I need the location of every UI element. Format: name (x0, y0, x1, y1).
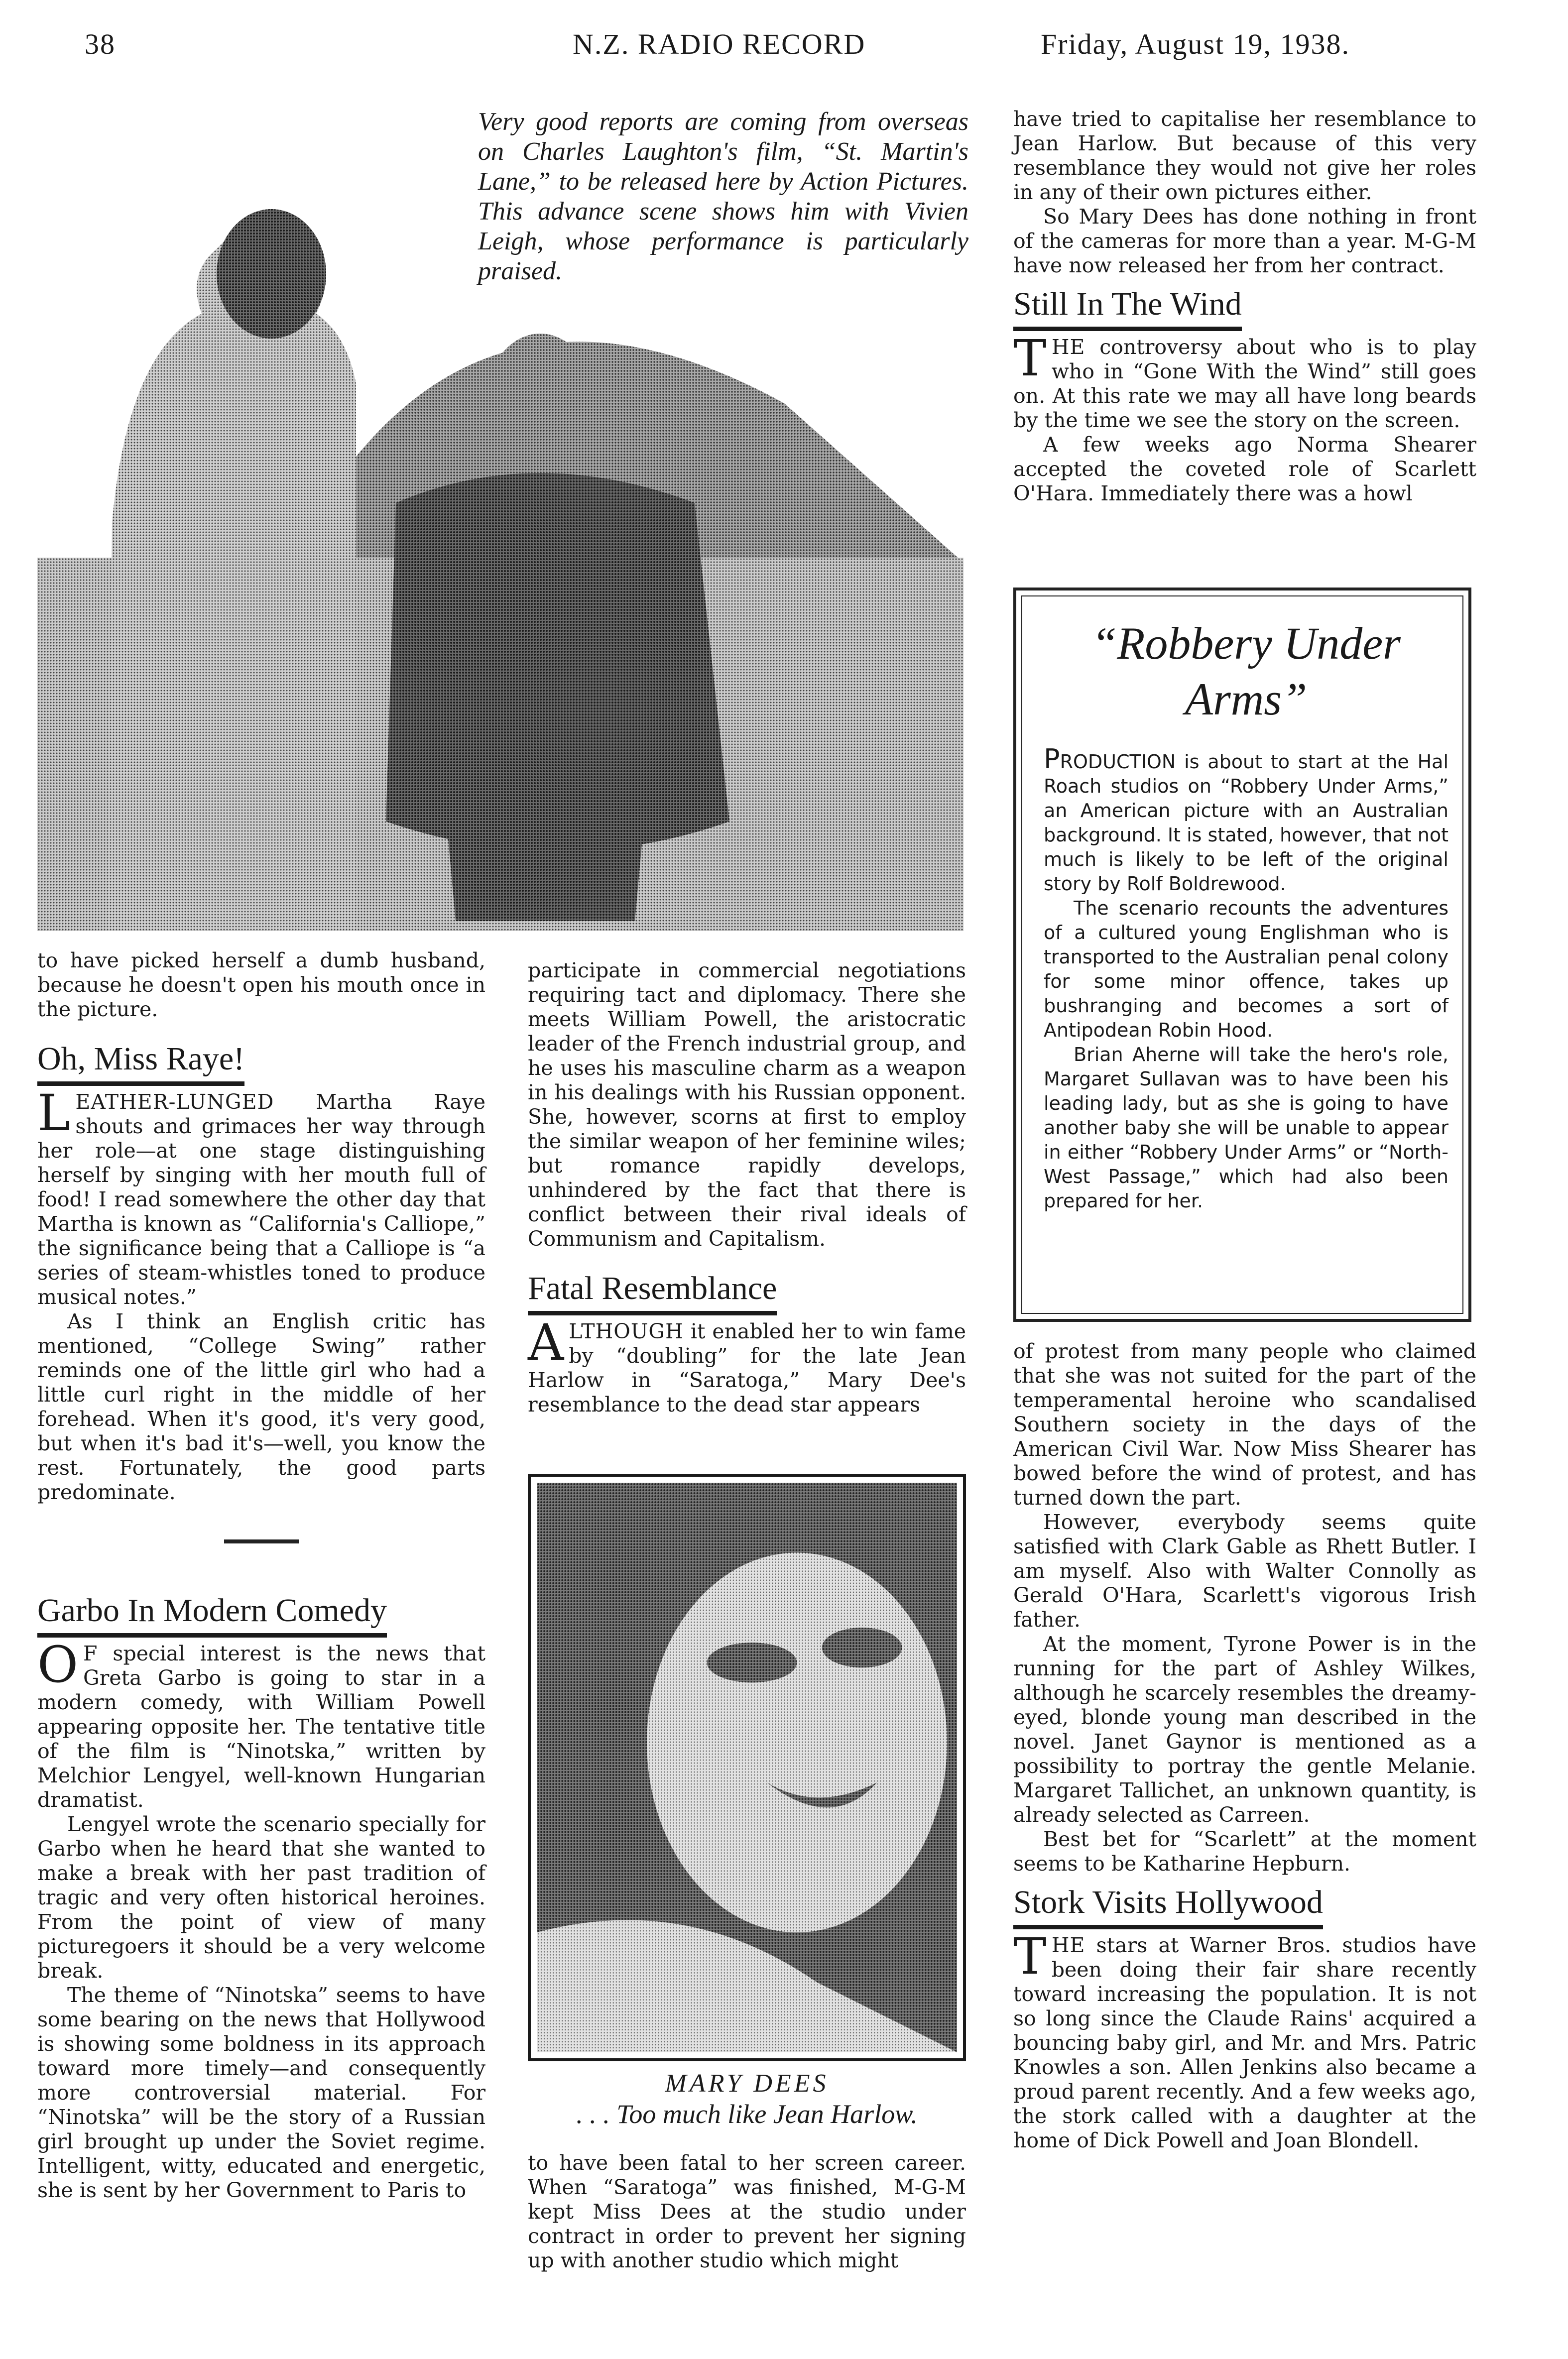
continued-text: have tried to capitalise her resemblance to Jean Harlow. But because of this very resemblance they would not give her roles in any of their own pictures either. (1013, 107, 1476, 204)
article-paragraph: However, everybody seems quite satisfied with Clark Gable as Rhett Butler. I am myself. Also with Walter Connolly as Gerald O'Hara, Scarlett's vigorous Irish father. (1013, 1510, 1476, 1632)
heading-garbo: Garbo In Modern Comedy (37, 1591, 387, 1638)
dropcap: L (37, 1084, 71, 1142)
photo-caption-name: MARY DEES (665, 2069, 829, 2098)
continued-text: to have picked herself a dumb husband, because he doesn't open his mouth once in the picture. (37, 948, 485, 1021)
halftone-portrait-icon (537, 1483, 957, 2052)
column-2-continued (528, 2151, 966, 2273)
heading-stork-visits-hollywood: Stork Visits Hollywood (1013, 1883, 1323, 1929)
continued-text: participate in commercial negotiations requiring tact and diplomacy. There she meets William Powell, the aristocratic leader of the French industrial group, and he uses his masculine charm as a weapon in his dealings with his Russian opponent. She, however, scorns at first to employ the similar weapon of her feminine wiles; but romance rapidly develops, unhindered by the fact that there is conflict between their rival ideals of Communism and Capitalism. (528, 958, 966, 1251)
dropcap: T (1013, 1927, 1047, 1986)
dropcap: O (37, 1636, 78, 1694)
column-2 (528, 958, 966, 1417)
heading-oh-miss-raye: Oh, Miss Raye! (37, 1040, 244, 1086)
dropcap: T (1013, 329, 1047, 387)
article-paragraph: to have been fatal to her screen career. When “Saratoga” was finished, M-G-M kept Miss Dees at the studio under contract in order to prevent her signing up with another studio which might (528, 2151, 966, 2272)
heading-still-in-the-wind: Still In The Wind (1013, 285, 1242, 331)
article-paragraph: O F special interest is the news that Greta Garbo is going to star in a modern comedy, with William Powell appearing opposite her. The tentative title of the film is “Ninotska,” written by Melchior Lengyel, well-known Hungarian dramatist. (37, 1636, 485, 1812)
article-paragraph: As I think an English critic has mentioned, “College Swing” rather reminds one of the little girl who had a little curl right in the middle of her forehead. When it's good, it's very good, but when it's bad it's—well, you know the rest. Fortunately, the good parts predominate. (37, 1309, 485, 1504)
dropcap: A (528, 1313, 564, 1372)
column-3 (1013, 107, 1476, 506)
feature-paragraph: The scenario recounts the adventures of a cultured young Englishman who is transported to the Australian penal colony for some minor offence, takes up bushranging and becomes a sort of Antipodean Robin Hood. (1044, 897, 1448, 1041)
article-paragraph: The theme of “Ninotska” seems to have some bearing on the news that Hollywood is showing some boldness in its approach toward more timely—and consequently more controversial material. For “Ninotska” will be the story of a Russian girl brought up under the Soviet regime. Intelligent, witty, educated and energetic, she is sent by her Government to Paris to (37, 1983, 485, 2202)
top-photo-caption: Very good reports are coming from overseas on Charles Laughton's film, “St. Martin's Lane,” to be released here by Action Pictures. This advance scene shows him with Vivien Leigh, whose performance is particularly praised. (478, 108, 968, 285)
article-paragraph: ALTHOUGH it enabled her to win fame by “doubling” for the late Jean Harlow in “Saratoga,” Mary Dee's resemblance to the dead star appears (528, 1313, 966, 1416)
publication-title: N.Z. RADIO RECORD (573, 28, 866, 60)
column-3-continued (1013, 1339, 1476, 2153)
article-paragraph: At the moment, Tyrone Power is in the running for the part of Ashley Wilkes, although he scarcely resembles the dreamy-eyed, blonde young man described in the novel. Janet Gaynor is mentioned as a possibility to portray the gentle Melanie. Margaret Tallichet, an unknown quantity, is already selected as Carreen. (1013, 1632, 1476, 1827)
feature-title: “Robbery Under Arms” (1091, 618, 1401, 724)
section-divider (224, 1539, 299, 1543)
article-paragraph: THE stars at Warner Bros. studios have been doing their fair share recently toward increasing the population. It is not so long since the Claude Rains' acquired a bouncing baby girl, and Mr. and Mrs. Patric Knowles a son. Allen Jenkins also became a proud parent recently. And a few weeks ago, the stork called with a daughter at the home of Dick Powell and Joan Blondell. (1013, 1927, 1476, 2152)
article-paragraph: Best bet for “Scarlett” at the moment seems to be Katharine Hepburn. (1013, 1827, 1476, 1876)
article-paragraph: of protest from many people who claimed that she was not suited for the part of the temperamental heroine who scandalised Southern society in the days of the American Civil War. Now Miss Shearer has bowed before the wind of protest, and has turned down the part. (1013, 1339, 1476, 1510)
column-1 (37, 948, 485, 2203)
page-number: 38 (85, 28, 116, 60)
article-paragraph: A few weeks ago Norma Shearer accepted the coveted role of Scarlett O'Hara. Immediately there was a howl (1013, 433, 1476, 505)
photo-caption-subtitle: . . . Too much like Jean Harlow. (576, 2099, 918, 2129)
feature-paragraph: PRODUCTION is about to start at the Hal Roach studios on “Robbery Under Arms,” an American picture with an Australian background. It is stated, however, that not much is likely to be left of the original story by Rolf Boldrewood. (1044, 743, 1448, 895)
feature-paragraph: Brian Aherne will take the hero's role, Margaret Sullavan was to have been his leading lady, but as she is going to have another baby she will be unable to appear in either “Robbery Under Arms” or “North-West Passage,” which had also been prepared for her. (1044, 1044, 1448, 1212)
article-paragraph: So Mary Dees has done nothing in front of the cameras for more than a year. M-G-M have now released her from her contract. (1013, 205, 1476, 277)
article-paragraph: LEATHER-LUNGED Martha Raye shouts and grimaces her way through her role—at one stage distinguishing herself by singing with her mouth full of food! I read somewhere the other day that Martha is known as “California's Calliope,” the significance being that a Calliope is “a series of steam-whistles toned to produce musical notes.” (37, 1084, 485, 1309)
heading-fatal-resemblance: Fatal Resemblance (528, 1269, 777, 1315)
article-paragraph: Lengyel wrote the scenario specially for Garbo when he heard that she wanted to make a break with her past tradition of tragic and very often historical heroines. From the point of view of many picturegoers it should be a very welcome break. (37, 1812, 485, 1983)
robbery-under-arms-box (1013, 588, 1471, 1322)
article-paragraph: THE controversy about who is to play who in “Gone With the Wind” still goes on. At this rate we may all have long beards by the time we see the story on the screen. (1013, 329, 1476, 432)
mary-dees-photo (528, 1474, 966, 2061)
issue-date: Friday, August 19, 1938. (1041, 28, 1350, 60)
feature-body (1044, 743, 1448, 1213)
